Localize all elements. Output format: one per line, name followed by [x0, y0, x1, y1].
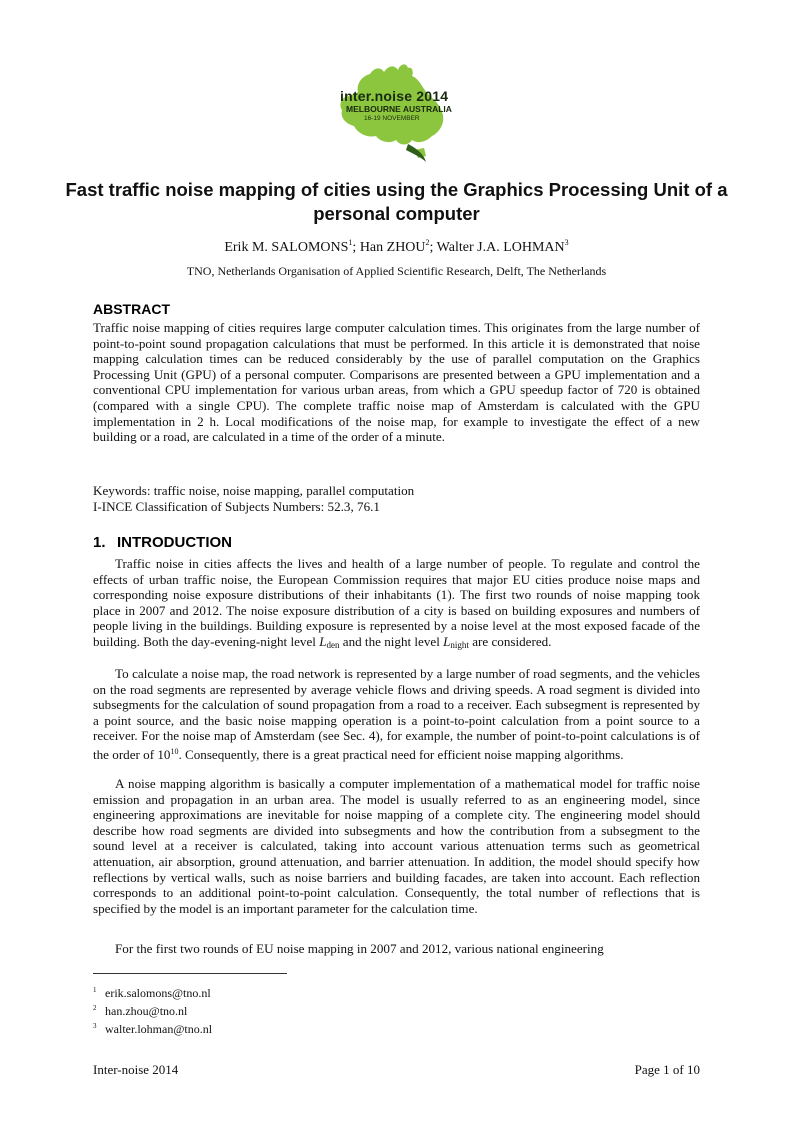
intro-paragraph-4: For the first two rounds of EU noise mapping in 2007 and 2012, various national engineering: [115, 941, 604, 956]
author-separator: ;: [352, 240, 360, 255]
paragraph-text: and the night level: [339, 633, 444, 649]
author-footnote-mark: 2: [425, 238, 430, 247]
paragraph-text: are considered.: [468, 633, 552, 649]
exponent: 10: [170, 746, 179, 756]
footer-conference: Inter-noise 2014: [93, 1062, 179, 1077]
paragraph-text: Traffic noise in cities affects the lives and health of a large number of people. To regulate and control the effects of urban traffic noise, the European Commission requires that major EU cities produce noise maps and corresponding noise exposure distributions of their inhabitants (1). The first two rounds of noise mapping took place in 2007 and 2012. The noise exposure distribution of a city is based on building exposures and numbers of people living in the buildings. Building exposure is represented by a noise level at the most exposed facade of the building. Both the day-evening-night level: [93, 556, 700, 649]
footnote-email: erik.salomons@tno.nl: [105, 986, 211, 1000]
paragraph-text: To calculate a noise map, the road network is represented by a large number of road segments, and the vehicles on the road segments are represented by average vehicle flows and driving speeds. A road segment is divided into subsegments for the calculation of sound propagation from a road to a receiver. Each subsegment is represented by a point source, and the basic noise mapping operation is a point-to-point calculation from a point source to a receiver. For the noise map of Amsterdam (see Sec. 4), for example, the number of point-to-point calculations is of the order of 10: [93, 666, 700, 762]
logo-location: MELBOURNE AUSTRALIA: [346, 104, 452, 114]
paragraph-text: . Consequently, there is a great practical need for efficient noise mapping algorithms.: [178, 746, 624, 762]
section-title: INTRODUCTION: [117, 534, 232, 551]
abstract-text: Traffic noise mapping of cities requires large computer calculation times. This originates from the large number of point-to-point sound propagation calculations that must be performed. In this article it is demonstrated that noise mapping calculation times can be reduced considerably by the use of parallel computation on the Graphics Processing Unit (GPU) of a personal computer. Comparisons are presented between a GPU implementation and a conventional CPU implementation for various urban areas, from which a GPU speedup factor of 720 is obtained (compared with a single CPU). The complete traffic noise map of Amsterdam is calculated with the GPU implementation in 2 h. Local modifications of the noise map, for example to investigate the effect of a new building or a road, are calculated in a time of the order of a minute.: [93, 320, 700, 445]
author-name: Han ZHOU: [359, 240, 426, 255]
footnote-email: han.zhou@tno.nl: [105, 1004, 188, 1018]
affiliation: TNO, Netherlands Organisation of Applied Scientific Research, Delft, The Netherlands: [186, 264, 607, 278]
footnote-email: walter.lohman@tno.nl: [105, 1022, 213, 1036]
math-symbol: L: [319, 633, 327, 649]
intro-paragraph-3: A noise mapping algorithm is basically a computer implementation of a mathematical model for traffic noise emission and propagation in an urban area. The model is usually referred to as an engineering model, since engineering approximations are inevitable for noise mapping of a complete city. The engineering model should describe how road segments are divided into subsegments and how the contribution from a subsegment to the sound level at a receiver is calculated, taking into account various attenuation terms such as geometrical attenuation, air absorption, ground attenuation, and barrier attenuation. In addition, the model should specify how reflections by vertical walls, such as noise barriers and building facades, are taken into account. Each reflection corresponds to an additional point-to-point calculation. Consequently, the total number of reflections that is specified by the model is an important parameter for the calculation time.: [93, 776, 700, 916]
footnote-mark: 1: [93, 986, 97, 994]
footnote-mark: 2: [93, 1004, 97, 1012]
paper-title: Fast traffic noise mapping of cities using the Graphics Processing Unit of a personal computer: [65, 179, 728, 224]
keywords-block: [93, 483, 700, 514]
footnote: [93, 1019, 212, 1037]
abstract-heading: ABSTRACT: [93, 301, 170, 317]
classification: I-INCE Classification of Subjects Numbers: 52.3, 76.1: [93, 498, 380, 514]
footer-page-number: Page 1 of 10: [634, 1062, 700, 1077]
conference-logo: [328, 62, 456, 166]
author-name: Walter J.A. LOHMAN: [436, 240, 565, 255]
intro-paragraph-2: [93, 666, 700, 763]
math-subscript: night: [450, 639, 469, 650]
intro-paragraph-1: [93, 556, 700, 654]
keywords: Keywords: traffic noise, noise mapping, parallel computation: [93, 483, 415, 498]
footnote: [93, 983, 212, 1001]
author-separator: ;: [429, 240, 437, 255]
logo-dates: 16-19 NOVEMBER: [364, 115, 420, 122]
author-list: [60, 238, 733, 256]
author-footnote-mark: 3: [564, 238, 569, 247]
logo-conference-name: inter.noise 2014: [340, 88, 449, 104]
footnote-rule: [93, 973, 287, 974]
author-footnote-mark: 1: [348, 238, 353, 247]
math-subscript: den: [326, 639, 340, 650]
footnote: [93, 1001, 212, 1019]
footnote-mark: 3: [93, 1022, 97, 1030]
author-name: Erik M. SALOMONS: [224, 240, 349, 255]
math-symbol: L: [443, 633, 451, 649]
section-heading: [93, 534, 232, 551]
section-number: 1.: [93, 534, 106, 551]
footnotes: [93, 983, 212, 1037]
